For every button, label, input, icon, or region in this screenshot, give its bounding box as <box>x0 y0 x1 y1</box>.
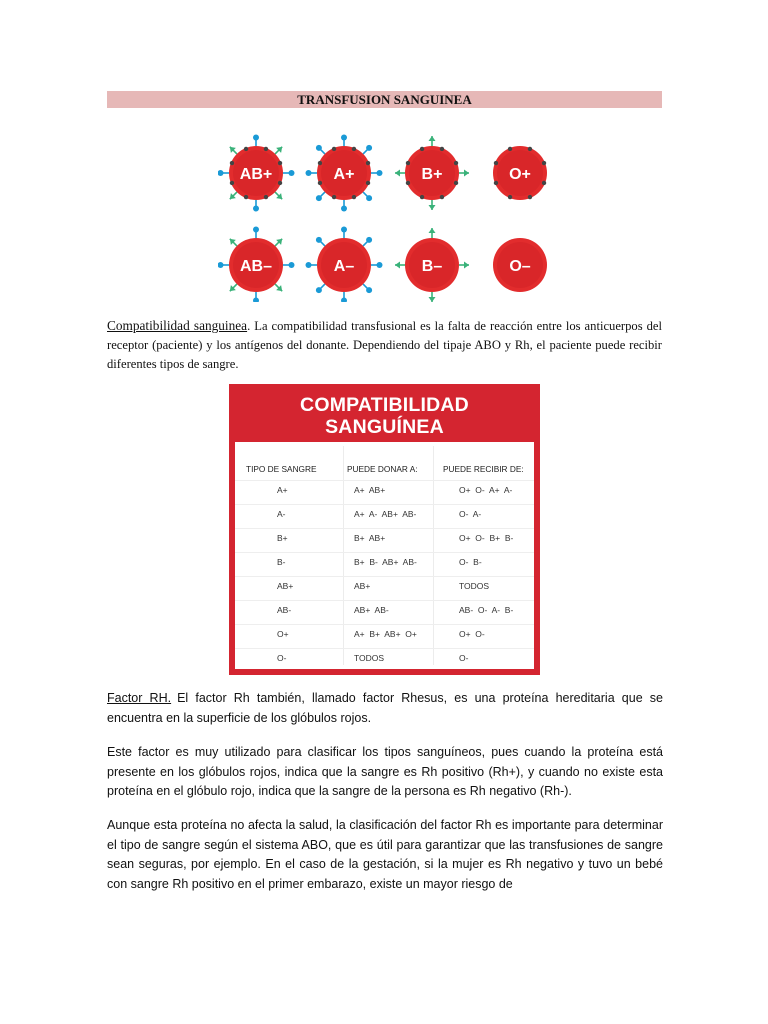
factor-rh-lead: Factor RH. <box>107 691 172 705</box>
intro-paragraph <box>107 316 662 374</box>
blood-cell-ab-neg <box>218 227 295 303</box>
cell-recibir: AB- O- A- B- <box>459 605 514 615</box>
card-title-line2: SANGUÍNEA <box>325 416 444 438</box>
cell-donar: A+ A- AB+ AB- <box>354 509 417 519</box>
document-title: TRANSFUSION SANGUINEA <box>107 91 662 108</box>
compatibility-table <box>235 442 534 669</box>
header-recibir: PUEDE RECIBIR DE: <box>443 464 524 474</box>
factor-rh-paragraph <box>107 689 663 728</box>
cell-donar: AB+ <box>354 581 371 591</box>
blood-cell-label: O+ <box>509 166 531 183</box>
table-row <box>235 528 534 553</box>
blood-cell-o-neg <box>493 238 547 292</box>
rh-classification-paragraph: Este factor es muy utilizado para clasificar los tipos sanguíneos, pues cuando la proteína está presente en los glóbulos rojos, indica que la sangre es Rh positivo (Rh+), y cuando no existe esta proteína en el glóbulo rojo, indica que la sangre de la persona es Rh negativo (Rh-). <box>107 745 663 798</box>
blood-cell-label: AB– <box>239 258 273 275</box>
blood-cell-label: B– <box>421 258 443 275</box>
blood-cell-label: A+ <box>333 166 355 183</box>
table-row <box>235 552 534 577</box>
cell-recibir: O- <box>459 653 469 663</box>
blood-cell-b-neg <box>395 228 469 302</box>
blood-cell-o-pos <box>493 146 547 200</box>
cell-recibir: TODOS <box>459 581 490 591</box>
table-row <box>235 648 534 673</box>
cell-type: B- <box>277 557 286 567</box>
blood-cell-ab-pos <box>218 135 295 212</box>
intro-text: . La compatibilidad transfusional es la falta de reacción entre los anticuerpos del receptor (paciente) y los antígenos del donante. Dependiendo del tipaje ABO y Rh, el paciente puede recibir diferentes tipos de sangre. <box>107 319 662 371</box>
blood-cell-label: O– <box>509 258 531 275</box>
header-tipo: TIPO DE SANGRE <box>246 464 317 474</box>
table-row <box>235 624 534 649</box>
blood-cell-label: B+ <box>421 166 443 183</box>
blood-cell-label: AB+ <box>239 166 273 183</box>
cell-recibir: O+ O- <box>459 629 485 639</box>
cell-recibir: O- B- <box>459 557 482 567</box>
table-row <box>235 576 534 601</box>
cell-type: A+ <box>277 485 288 495</box>
blood-cell-a-neg <box>306 227 383 303</box>
cell-type: O- <box>277 653 287 663</box>
cell-donar: TODOS <box>354 653 385 663</box>
cell-type: B+ <box>277 533 288 543</box>
blood-cell-a-pos <box>306 135 383 212</box>
blood-cells-figure <box>218 128 550 302</box>
cell-donar: AB+ AB- <box>354 605 389 615</box>
card-title-line1: COMPATIBILIDAD <box>300 394 469 416</box>
cell-type: O+ <box>277 629 289 639</box>
cell-donar: B+ AB+ <box>354 533 386 543</box>
cell-type: A- <box>277 509 286 519</box>
cell-donar: B+ B- AB+ AB- <box>354 557 417 567</box>
cell-donar: A+ B+ AB+ O+ <box>354 629 417 639</box>
intro-lead: Compatibilidad sanguinea <box>107 318 248 333</box>
header-donar: PUEDE DONAR A: <box>347 464 418 474</box>
card-title <box>229 394 540 438</box>
factor-rh-text: El factor Rh también, llamado factor Rhesus, es una proteína hereditaria que se encuentra en la superficie de los glóbulos rojos. <box>107 691 663 725</box>
cell-type: AB- <box>277 605 292 615</box>
cell-recibir: O+ O- A+ A- <box>459 485 513 495</box>
cell-donar: A+ AB+ <box>354 485 386 495</box>
table-row <box>235 504 534 529</box>
cell-recibir: O- A- <box>459 509 482 519</box>
table-row <box>235 600 534 625</box>
cell-type: AB+ <box>277 581 294 591</box>
compatibility-card <box>229 384 540 675</box>
blood-cell-label: A– <box>333 258 355 275</box>
table-row <box>235 480 534 505</box>
rh-importance-paragraph: Aunque esta proteína no afecta la salud, la clasificación del factor Rh es importante para determinar el tipo de sangre según el sistema ABO, que es útil para garantizar que las transfusiones de sangre sean seguras, por ejemplo. En el caso de la gestación, si la mujer es Rh negativo y tuvo un bebé con sangre Rh positivo en el primer embarazo, existe un mayor riesgo de <box>107 818 663 891</box>
cell-recibir: O+ O- B+ B- <box>459 533 514 543</box>
blood-cell-b-pos <box>395 136 469 210</box>
